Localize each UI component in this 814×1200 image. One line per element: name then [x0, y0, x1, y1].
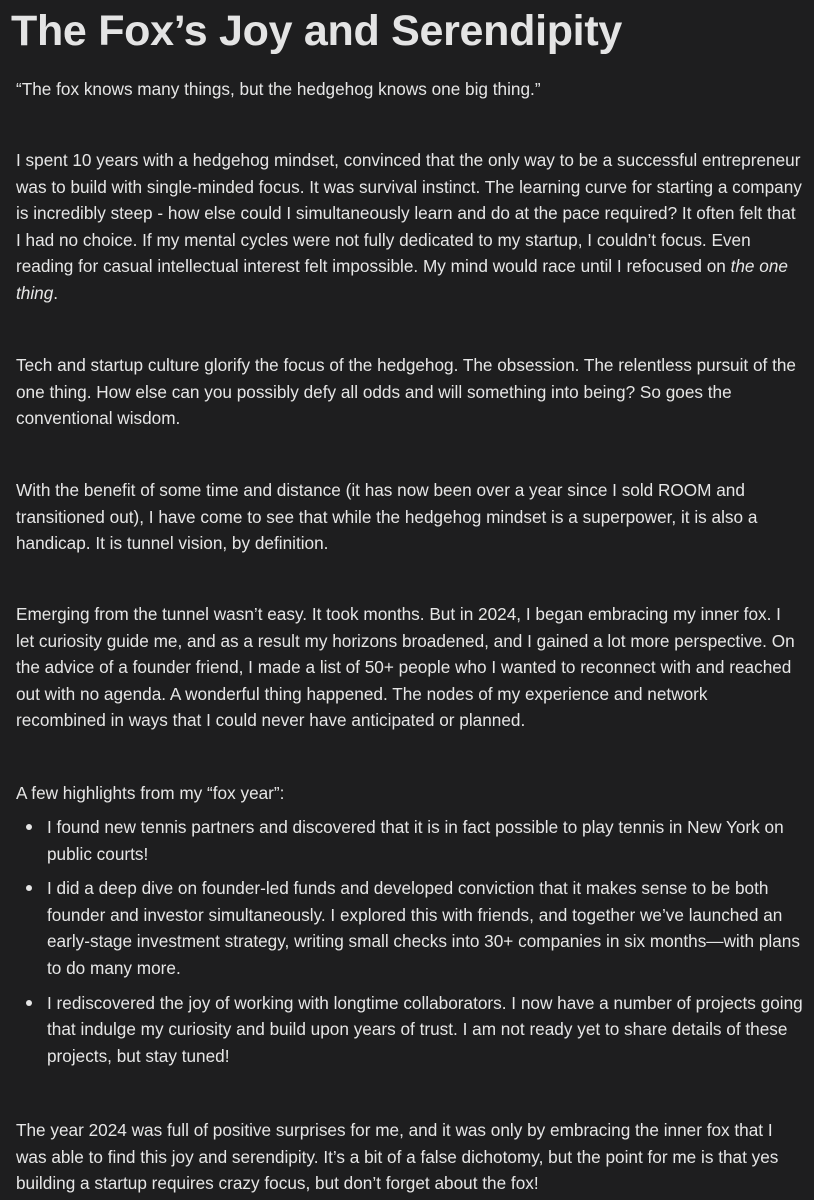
- paragraph-emerging-from-tunnel: Emerging from the tunnel wasn’t easy. It took months. But in 2024, I began embracing my inner fox. I let curiosity guide me, and as a result my horizons broadened, and I gained a lot more perspective. On the advice of a founder friend, I made a list of 50+ people who I wanted to reconnect with and reached out with no agenda. A wonderful thing happened. The nodes of my experience and network recombined in ways that I could never have anticipated or planned.: [16, 604, 795, 731]
- bullet-icon: [26, 824, 32, 830]
- list-item-text: I did a deep dive on founder-led funds and developed conviction that it makes sense to be both founder and investor simultaneously. I explored this with friends, and together we’ve launched an early-stage investment strategy, writing small checks into 30+ companies in six months—with plans to do many more.: [47, 878, 800, 978]
- paragraph-text: I spent 10 years with a hedgehog mindset, convinced that the only way to be a successful entrepreneur was to build with single-minded focus. It was survival instinct. The learning curve for starting a company is incredibly steep - how else could I simultaneously learn and do at the pace required? It often felt that I had no choice. If my mental cycles were not fully dedicated to my startup, I couldn’t focus. Even reading for casual intellectual interest felt impossible. My mind would race until I refocused on: [16, 150, 802, 277]
- list-item-text: I found new tennis partners and discovered that it is in fact possible to play tennis in New York on public courts!: [47, 817, 784, 864]
- highlights-list: [16, 814, 806, 1077]
- emphasis-the-one-thing: the one thing: [16, 256, 788, 303]
- paragraph-time-and-distance: With the benefit of some time and distance (it has now been over a year since I sold ROOM and transitioned out), I have come to see that while the hedgehog mindset is a superpower, it is also a handicap. It is tunnel vision, by definition.: [16, 480, 758, 554]
- paragraph-hedgehog-years: [16, 147, 802, 307]
- epigraph: “The fox knows many things, but the hedgehog knows one big thing.”: [16, 79, 541, 99]
- article-title: The Fox’s Joy and Serendipity: [11, 7, 622, 55]
- paragraph-end: .: [53, 282, 59, 303]
- bullet-icon: [26, 1000, 32, 1006]
- list-item-text: I rediscovered the joy of working with longtime collaborators. I now have a number of projects going that indulge my curiosity and build upon years of trust. I am not ready yet to share details of these projects, but stay tuned!: [47, 992, 803, 1066]
- list-item: [16, 875, 806, 981]
- paragraph-conclusion: The year 2024 was full of positive surprises for me, and it was only by embracing the inner fox that I was able to find this joy and serendipity. It’s a bit of a false dichotomy, but the point for me is that yes building a startup requires crazy focus, but don’t forget about the fox!: [16, 1120, 779, 1194]
- bullet-icon: [26, 885, 32, 891]
- list-item: [16, 814, 806, 867]
- list-item: [16, 990, 806, 1070]
- highlights-intro: A few highlights from my “fox year”:: [16, 783, 285, 803]
- paragraph-startup-culture: Tech and startup culture glorify the focus of the hedgehog. The obsession. The relentless pursuit of the one thing. How else can you possibly defy all odds and will something into being? So goes the conventional wisdom.: [16, 355, 796, 429]
